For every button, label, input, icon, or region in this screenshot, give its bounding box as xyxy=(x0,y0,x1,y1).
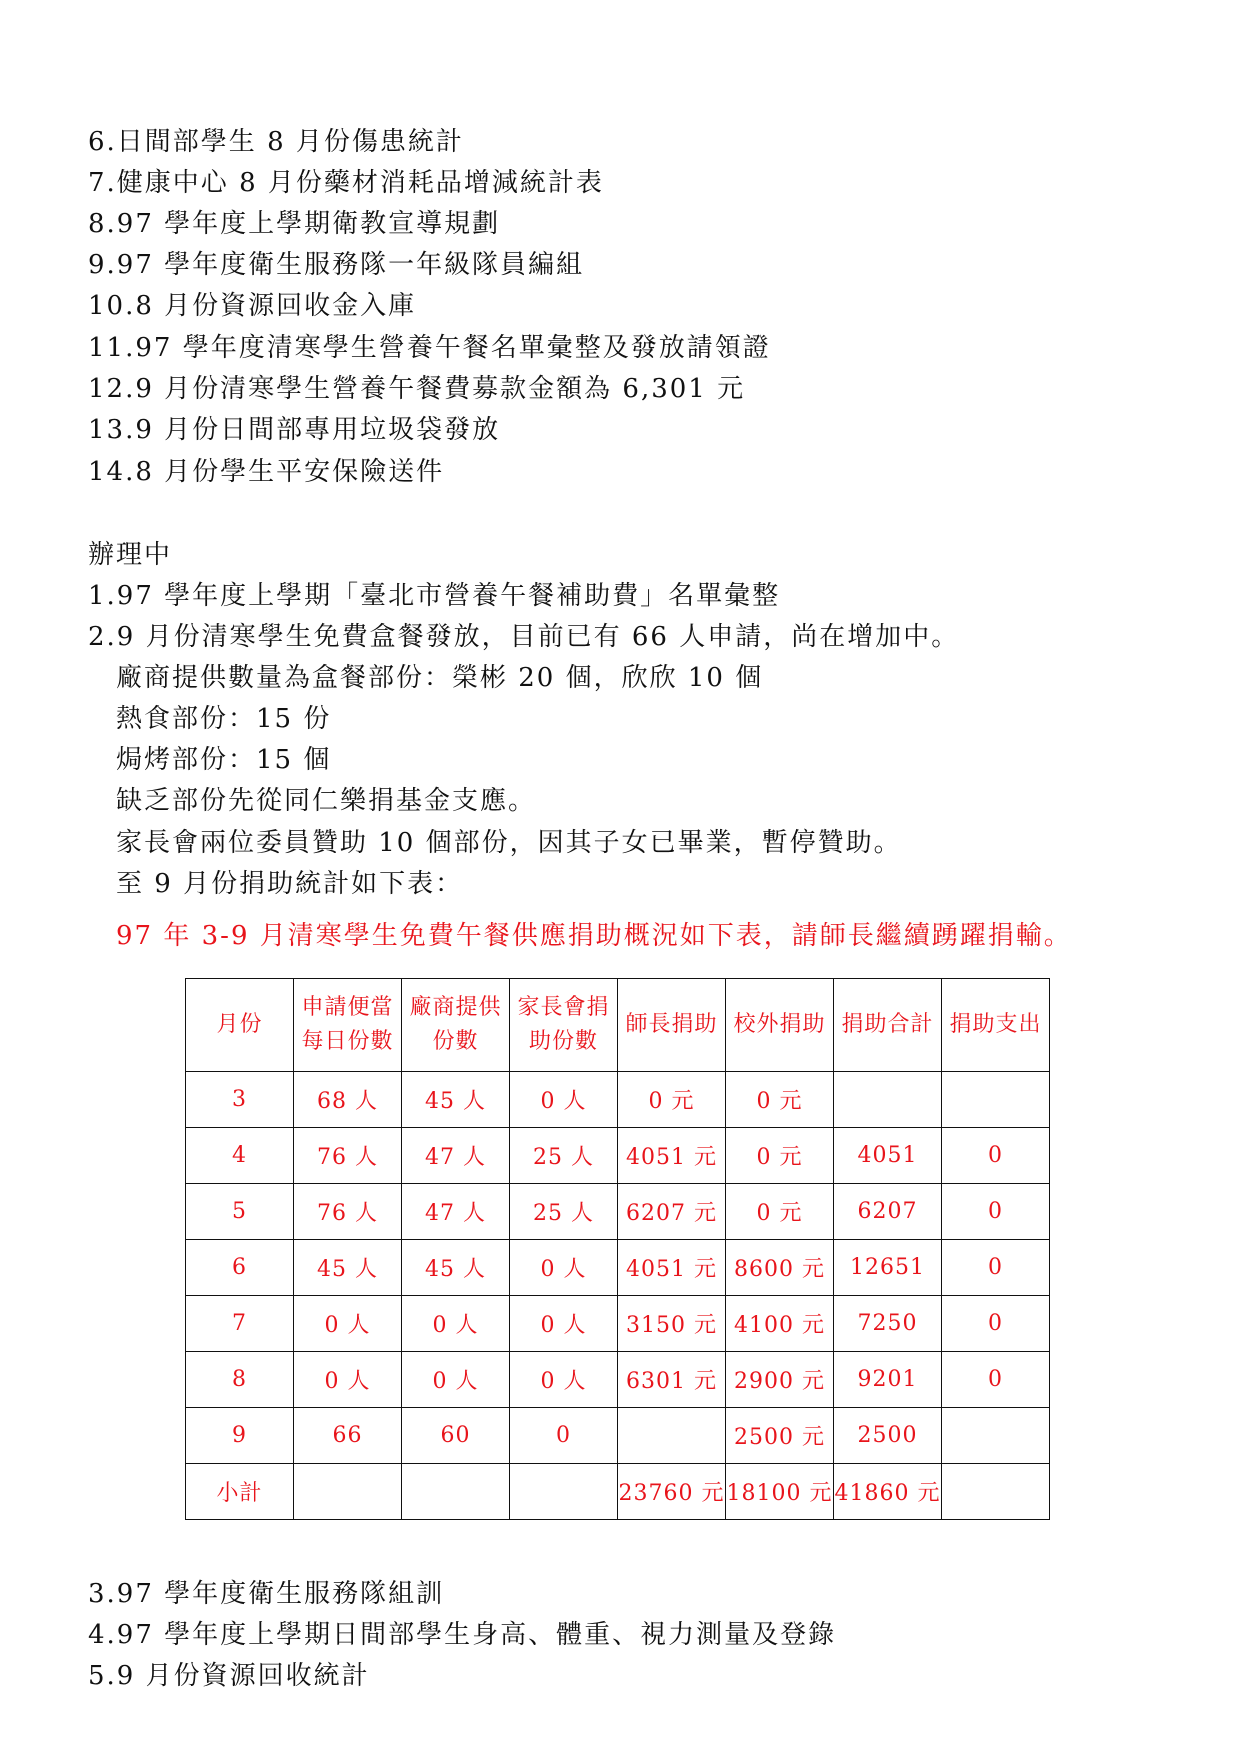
table-row xyxy=(186,1240,1050,1296)
table-cell: 2900 元 xyxy=(726,1352,834,1408)
table-cell: 5 xyxy=(186,1184,294,1240)
header-vendor-supplied: 廠商提供 份數 xyxy=(402,979,510,1072)
table-row xyxy=(186,1352,1050,1408)
detail-line: 焗烤部份：15 個 xyxy=(116,745,332,775)
table-cell: 0 人 xyxy=(510,1352,618,1408)
table-cell: 3150 元 xyxy=(618,1296,726,1352)
table-cell: 7250 xyxy=(834,1296,942,1352)
table-cell xyxy=(618,1408,726,1464)
table-row xyxy=(186,1184,1050,1240)
table-cell: 0 人 xyxy=(402,1296,510,1352)
completed-item: 8.97 學年度上學期衛教宣導規劃 xyxy=(88,209,501,239)
table-header-row xyxy=(186,979,1050,1072)
table-cell: 0 元 xyxy=(726,1072,834,1128)
header-month: 月份 xyxy=(186,979,294,1072)
table-cell: 9201 xyxy=(834,1352,942,1408)
table-cell: 6 xyxy=(186,1240,294,1296)
table-cell: 45 人 xyxy=(402,1072,510,1128)
table-row xyxy=(186,1128,1050,1184)
header-donation-total: 捐助合計 xyxy=(834,979,942,1072)
completed-item: 11.97 學年度清寒學生營養午餐名單彙整及發放請領證 xyxy=(88,333,771,363)
detail-line: 至 9 月份捐助統計如下表： xyxy=(116,869,464,899)
table-cell: 76 人 xyxy=(294,1184,402,1240)
table-cell: 2500 元 xyxy=(726,1408,834,1464)
header-requested-daily: 申請便當 每日份數 xyxy=(294,979,402,1072)
table-cell: 0 人 xyxy=(402,1352,510,1408)
table-cell: 0 元 xyxy=(726,1184,834,1240)
table-cell: 2500 xyxy=(834,1408,942,1464)
table-cell xyxy=(942,1408,1050,1464)
table-cell: 0 元 xyxy=(618,1072,726,1128)
table-cell: 7 xyxy=(186,1296,294,1352)
detail-line: 家長會兩位委員贊助 10 個部份，因其子女已畢業，暫停贊助。 xyxy=(116,828,902,858)
in-progress-item: 1.97 學年度上學期「臺北市營養午餐補助費」名單彙整 xyxy=(88,581,781,611)
table-cell: 0 xyxy=(942,1296,1050,1352)
table-cell xyxy=(834,1072,942,1128)
table-cell: 0 xyxy=(942,1184,1050,1240)
table-cell: 60 xyxy=(402,1408,510,1464)
table-cell: 47 人 xyxy=(402,1184,510,1240)
completed-item: 9.97 學年度衛生服務隊一年級隊員編組 xyxy=(88,250,585,280)
in-progress-item: 5.9 月份資源回收統計 xyxy=(88,1661,370,1691)
in-progress-item: 4.97 學年度上學期日間部學生身高、體重、視力測量及登錄 xyxy=(88,1620,837,1650)
header-donation-expense: 捐助支出 xyxy=(942,979,1050,1072)
table-cell: 41860 元 xyxy=(834,1464,942,1520)
detail-line: 廠商提供數量為盒餐部份：榮彬 20 個，欣欣 10 個 xyxy=(116,663,764,693)
table-cell: 18100 元 xyxy=(726,1464,834,1520)
table-cell: 9 xyxy=(186,1408,294,1464)
table-cell: 25 人 xyxy=(510,1184,618,1240)
table-row xyxy=(186,1072,1050,1128)
table-cell: 6207 元 xyxy=(618,1184,726,1240)
table-cell: 0 元 xyxy=(726,1128,834,1184)
table-cell: 66 xyxy=(294,1408,402,1464)
table-cell: 0 人 xyxy=(294,1352,402,1408)
completed-item: 14.8 月份學生平安保險送件 xyxy=(88,457,445,487)
table-cell: 0 xyxy=(510,1408,618,1464)
section-heading: 辦理中 xyxy=(88,540,173,570)
table-cell xyxy=(942,1464,1050,1520)
header-parent-association: 家長會捐 助份數 xyxy=(510,979,618,1072)
table-cell: 45 人 xyxy=(294,1240,402,1296)
table-cell xyxy=(294,1464,402,1520)
completed-item: 7.健康中心 8 月份藥材消耗品增減統計表 xyxy=(88,168,604,198)
table-cell: 45 人 xyxy=(402,1240,510,1296)
table-cell: 4051 元 xyxy=(618,1240,726,1296)
table-cell: 4051 元 xyxy=(618,1128,726,1184)
table-cell: 小計 xyxy=(186,1464,294,1520)
completed-item: 10.8 月份資源回收金入庫 xyxy=(88,291,417,321)
table-cell: 23760 元 xyxy=(618,1464,726,1520)
table-cell: 4051 xyxy=(834,1128,942,1184)
table-row xyxy=(186,1296,1050,1352)
table-row xyxy=(186,1464,1050,1520)
table-cell: 4100 元 xyxy=(726,1296,834,1352)
table-cell: 47 人 xyxy=(402,1128,510,1184)
header-teacher-donation: 師長捐助 xyxy=(618,979,726,1072)
header-external-donation: 校外捐助 xyxy=(726,979,834,1072)
table-cell: 6301 元 xyxy=(618,1352,726,1408)
table-caption: 97 年 3-9 月清寒學生免費午餐供應捐助概況如下表，請師長繼續踴躍捐輸。 xyxy=(116,921,1072,951)
table-cell: 6207 xyxy=(834,1184,942,1240)
table-row xyxy=(186,1408,1050,1464)
table-cell: 0 人 xyxy=(510,1072,618,1128)
detail-line: 熱食部份：15 份 xyxy=(116,704,332,734)
table-cell: 0 xyxy=(942,1352,1050,1408)
in-progress-item: 2.9 月份清寒學生免費盒餐發放，目前已有 66 人申請，尚在增加中。 xyxy=(88,622,960,652)
table-cell: 4 xyxy=(186,1128,294,1184)
in-progress-item: 3.97 學年度衛生服務隊組訓 xyxy=(88,1579,445,1609)
table-cell xyxy=(402,1464,510,1520)
table-cell xyxy=(942,1072,1050,1128)
completed-item: 6.日間部學生 8 月份傷患統計 xyxy=(88,127,464,157)
table-cell: 68 人 xyxy=(294,1072,402,1128)
detail-line: 缺乏部份先從同仁樂捐基金支應。 xyxy=(116,786,537,816)
table-cell: 0 xyxy=(942,1240,1050,1296)
table-cell: 0 人 xyxy=(294,1296,402,1352)
table-cell: 0 人 xyxy=(510,1296,618,1352)
table-cell: 8600 元 xyxy=(726,1240,834,1296)
table-cell: 0 xyxy=(942,1128,1050,1184)
table-cell: 3 xyxy=(186,1072,294,1128)
table-cell: 25 人 xyxy=(510,1128,618,1184)
completed-item: 12.9 月份清寒學生營養午餐費募款金額為 6,301 元 xyxy=(88,374,746,404)
table-cell xyxy=(510,1464,618,1520)
completed-item: 13.9 月份日間部專用垃圾袋發放 xyxy=(88,415,501,445)
table-cell: 8 xyxy=(186,1352,294,1408)
donation-table xyxy=(185,978,1050,1520)
table-cell: 0 人 xyxy=(510,1240,618,1296)
table-cell: 12651 xyxy=(834,1240,942,1296)
table-cell: 76 人 xyxy=(294,1128,402,1184)
